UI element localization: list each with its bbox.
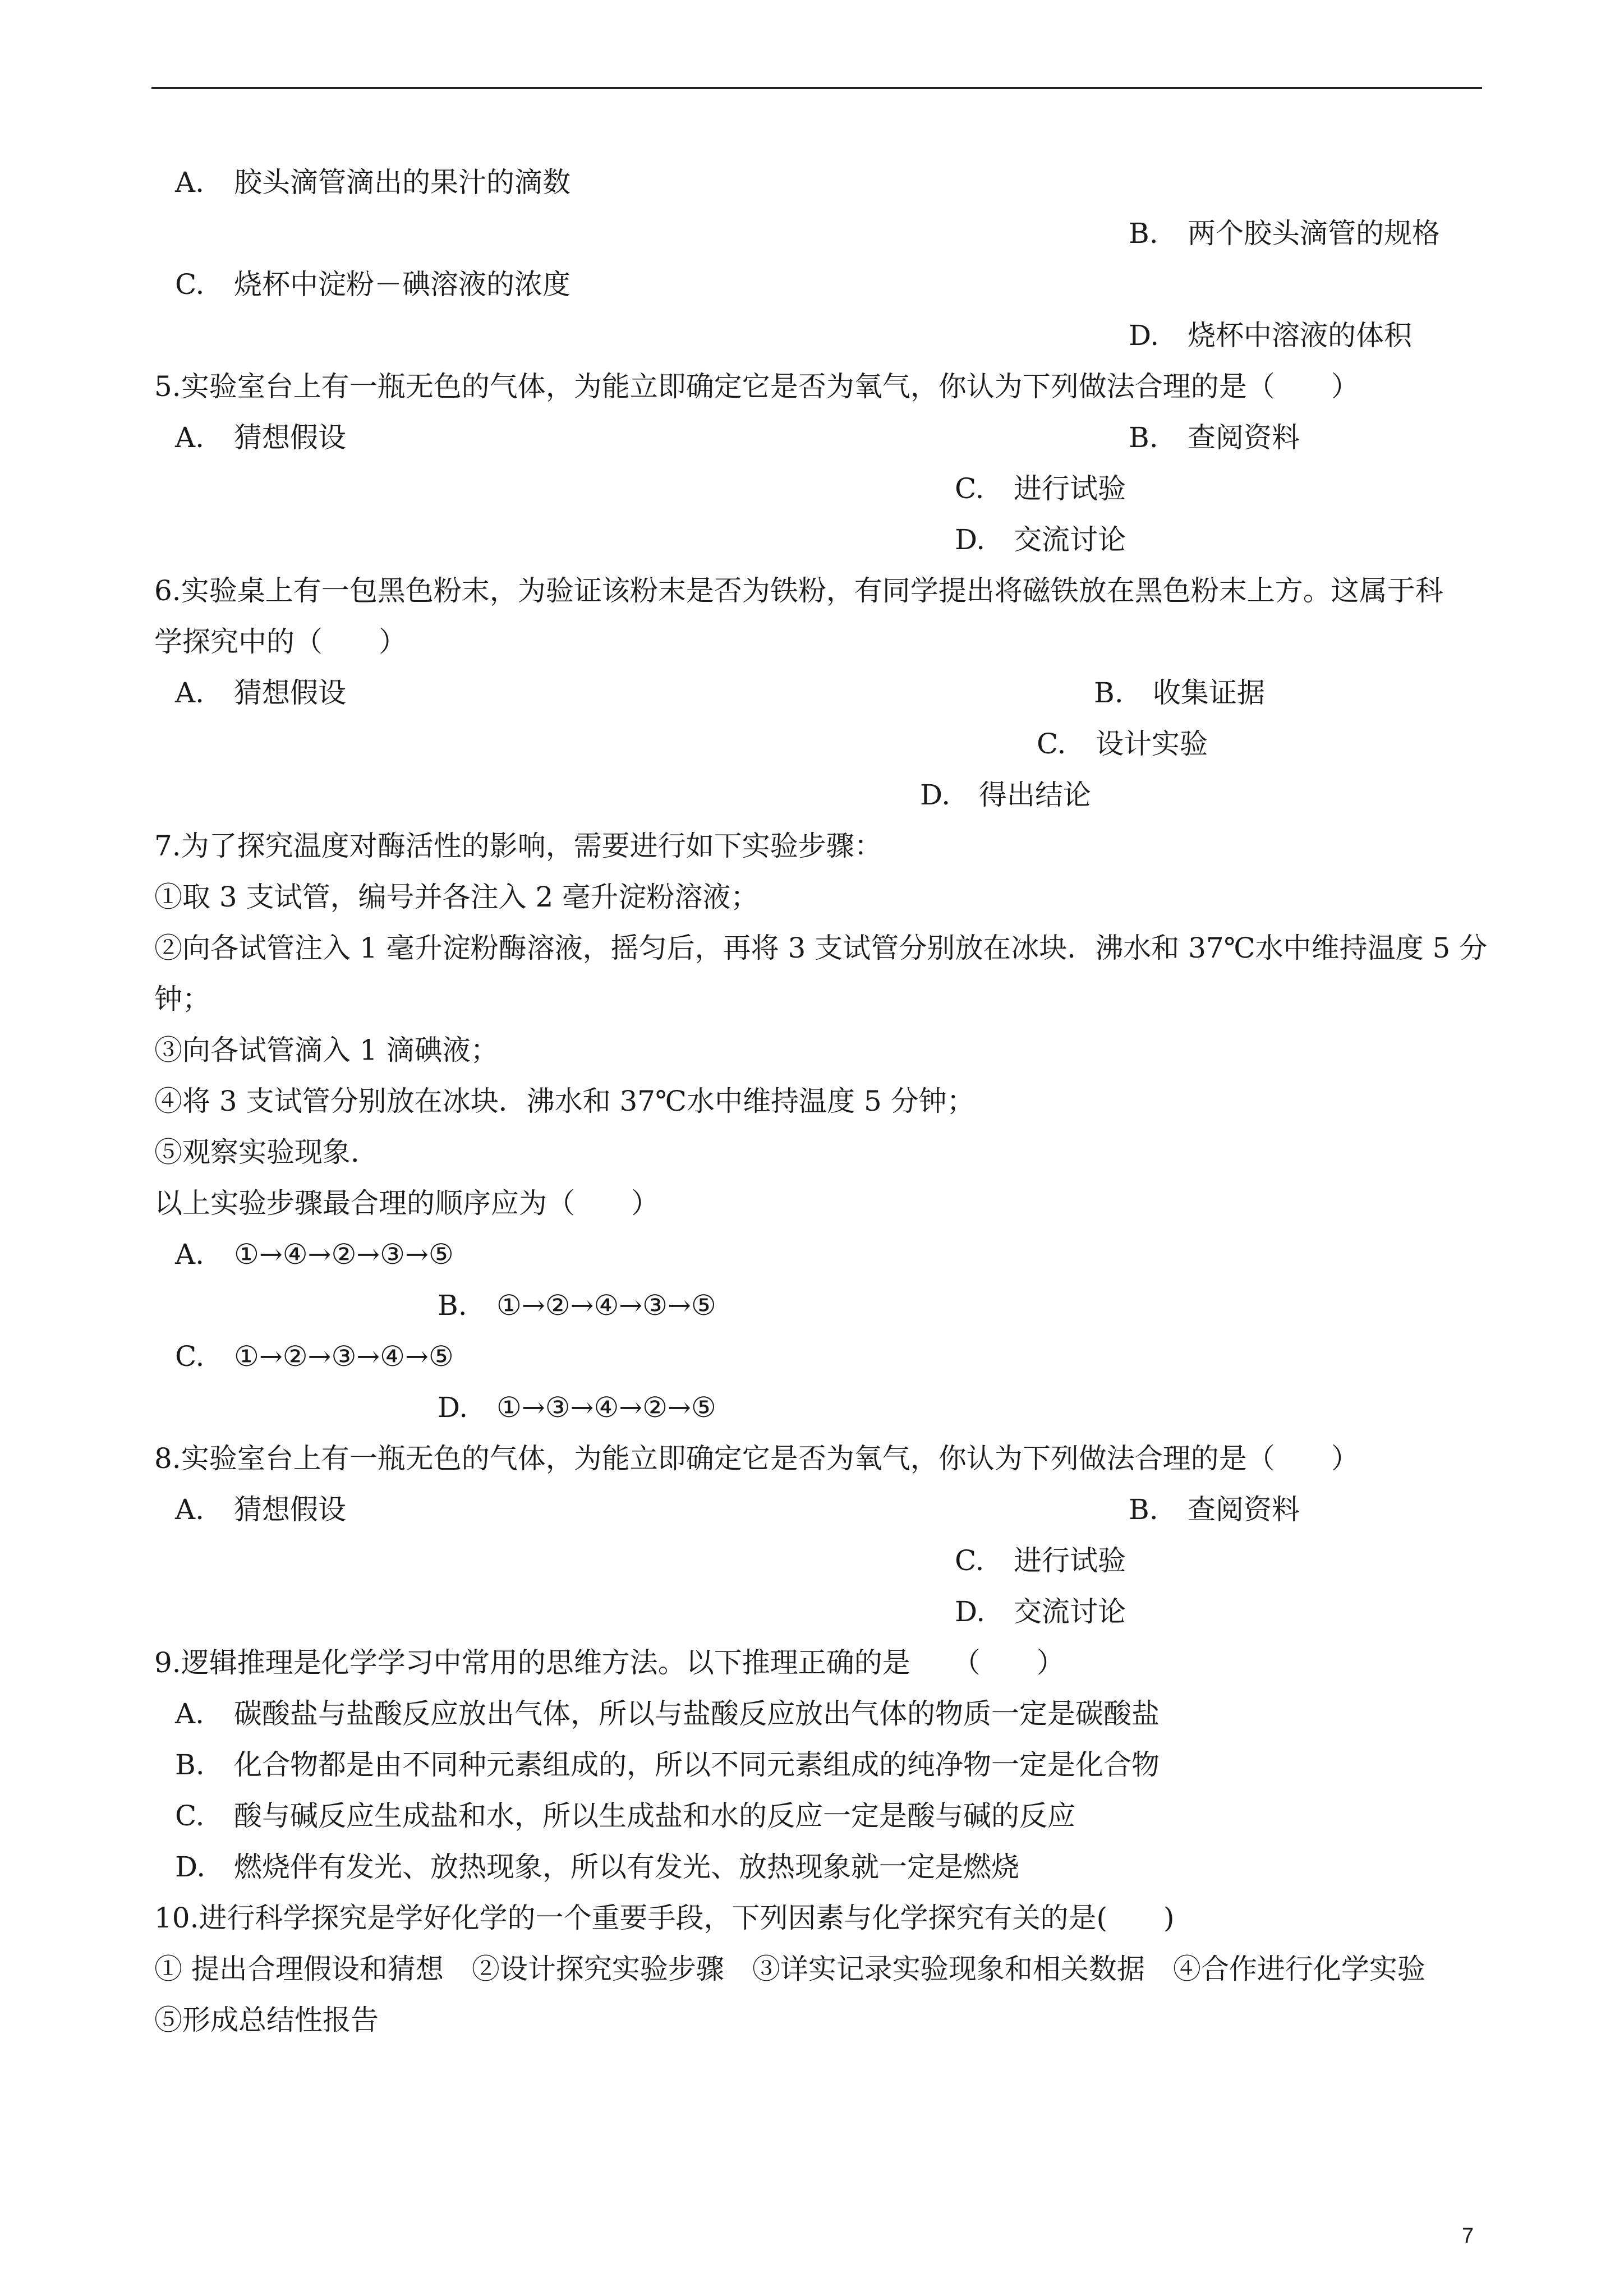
option-label: A.: [175, 1493, 205, 1526]
option-label: D.: [1129, 319, 1160, 352]
option-line: [1129, 418, 1300, 457]
option-label: B.: [1129, 217, 1158, 250]
option-text: 猜想假设: [234, 677, 346, 709]
option-text: 进行试验: [1014, 1544, 1126, 1577]
option-label: B.: [1129, 421, 1158, 454]
question-text: ⑤观察实验现象．: [154, 1136, 379, 1168]
option-label: A.: [175, 421, 205, 454]
option-line: [175, 1745, 1160, 1784]
question-text: 9.逻辑推理是化学学习中常用的思维方法。以下推理正确的是 （ ）: [154, 1646, 1065, 1679]
option-label: B.: [175, 1749, 205, 1781]
option-text: ①→②→③→④→⑤: [234, 1340, 454, 1373]
option-text: 化合物都是由不同种元素组成的，所以不同元素组成的纯净物一定是化合物: [234, 1749, 1160, 1781]
option-text: 设计实验: [1096, 728, 1208, 760]
option-text: 猜想假设: [234, 1493, 346, 1526]
header-rule: [151, 87, 1482, 89]
option-line: [175, 1694, 1160, 1733]
question-text: ③向各试管滴入 1 滴碘液；: [154, 1034, 499, 1066]
option-label: C.: [175, 1340, 205, 1373]
page-number: 7: [1462, 2224, 1474, 2248]
option-line: [175, 1235, 454, 1274]
option-label: D.: [955, 1595, 986, 1628]
option-label: D.: [955, 523, 986, 556]
option-text: ①→②→④→③→⑤: [496, 1289, 716, 1322]
option-text: 得出结论: [979, 779, 1091, 811]
option-text: 胶头滴管滴出的果汁的滴数: [234, 166, 571, 199]
option-text: 烧杯中溶液的体积: [1188, 319, 1412, 352]
question-text: 8.实验室台上有一瓶无色的气体，为能立即确定它是否为氧气，你认为下列做法合理的是（ ）: [154, 1442, 1359, 1475]
option-line: [438, 1286, 716, 1325]
option-text: 交流讨论: [1014, 523, 1126, 556]
option-text: 交流讨论: [1014, 1595, 1126, 1628]
option-label: B.: [1129, 1493, 1158, 1526]
option-line: [438, 1388, 716, 1427]
option-line: [955, 1592, 1126, 1631]
option-text: 猜想假设: [234, 421, 346, 454]
option-line: [175, 163, 571, 202]
question-text: 以上实验步骤最合理的顺序应为（ ）: [154, 1187, 659, 1220]
question-text: ②向各试管注入 1 毫升淀粉酶溶液，摇匀后，再将 3 支试管分别放在冰块．沸水和 37℃水中维持温度 5 分: [154, 932, 1488, 964]
option-text: 进行试验: [1014, 472, 1126, 505]
option-text: 收集证据: [1153, 677, 1265, 709]
option-line: [955, 1541, 1126, 1580]
option-line: [1129, 214, 1440, 253]
question-text: ⑤形成总结性报告: [154, 2004, 379, 2036]
option-line: [920, 775, 1091, 815]
option-text: 查阅资料: [1188, 1493, 1300, 1526]
option-label: A.: [175, 677, 205, 709]
option-label: C.: [955, 1544, 984, 1577]
option-line: [175, 1796, 1075, 1835]
option-text: ①→③→④→②→⑤: [496, 1391, 716, 1424]
option-text: 燃烧伴有发光、放热现象，所以有发光、放热现象就一定是燃烧: [234, 1851, 1019, 1883]
question-text: 学探究中的（ ）: [154, 625, 407, 658]
option-label: C.: [175, 268, 205, 301]
option-line: [955, 469, 1126, 508]
option-line: [175, 1490, 346, 1529]
question-text: 10.进行科学探究是学好化学的一个重要手段，下列因素与化学探究有关的是( ): [154, 1902, 1175, 1934]
option-text: ①→④→②→③→⑤: [234, 1238, 454, 1271]
option-label: C.: [1037, 728, 1066, 760]
question-text: 7.为了探究温度对酶活性的影响，需要进行如下实验步骤：: [154, 830, 882, 862]
option-label: A.: [175, 1238, 205, 1271]
option-label: C.: [175, 1800, 205, 1832]
option-line: [1129, 1490, 1300, 1529]
option-label: A.: [175, 1697, 205, 1730]
option-label: D.: [920, 779, 951, 811]
question-text: 钟；: [154, 983, 210, 1015]
option-line: [175, 1847, 1019, 1887]
option-line: [1094, 673, 1265, 712]
option-label: B.: [438, 1289, 467, 1322]
option-text: 查阅资料: [1188, 421, 1300, 454]
option-text: 两个胶头滴管的规格: [1188, 217, 1440, 250]
option-label: A.: [175, 166, 205, 199]
option-label: C.: [955, 472, 984, 505]
option-line: [175, 673, 346, 712]
option-line: [955, 520, 1126, 559]
question-text: ① 提出合理假设和猜想 ②设计探究实验步骤 ③详实记录实验现象和相关数据 ④合作进行化学实验: [154, 1953, 1425, 1985]
question-text: ①取 3 支试管，编号并各注入 2 毫升淀粉溶液；: [154, 881, 759, 913]
option-label: D.: [175, 1851, 206, 1883]
question-text: 5.实验室台上有一瓶无色的气体，为能立即确定它是否为氧气，你认为下列做法合理的是（ ）: [154, 370, 1359, 403]
option-line: [1129, 316, 1412, 355]
question-text: ④将 3 支试管分别放在冰块．沸水和 37℃水中维持温度 5 分钟；: [154, 1085, 975, 1117]
option-text: 碳酸盐与盐酸反应放出气体，所以与盐酸反应放出气体的物质一定是碳酸盐: [234, 1697, 1160, 1730]
option-label: B.: [1094, 677, 1124, 709]
option-line: [175, 418, 346, 457]
option-line: [1037, 724, 1208, 763]
option-line: [175, 1337, 454, 1376]
option-text: 烧杯中淀粉－碘溶液的浓度: [234, 268, 571, 301]
option-text: 酸与碱反应生成盐和水，所以生成盐和水的反应一定是酸与碱的反应: [234, 1800, 1075, 1832]
question-text: 6.实验桌上有一包黑色粉末，为验证该粉末是否为铁粉，有同学提出将磁铁放在黑色粉末上方。这属于科: [154, 574, 1443, 607]
option-label: D.: [438, 1391, 468, 1424]
option-line: [175, 265, 571, 304]
